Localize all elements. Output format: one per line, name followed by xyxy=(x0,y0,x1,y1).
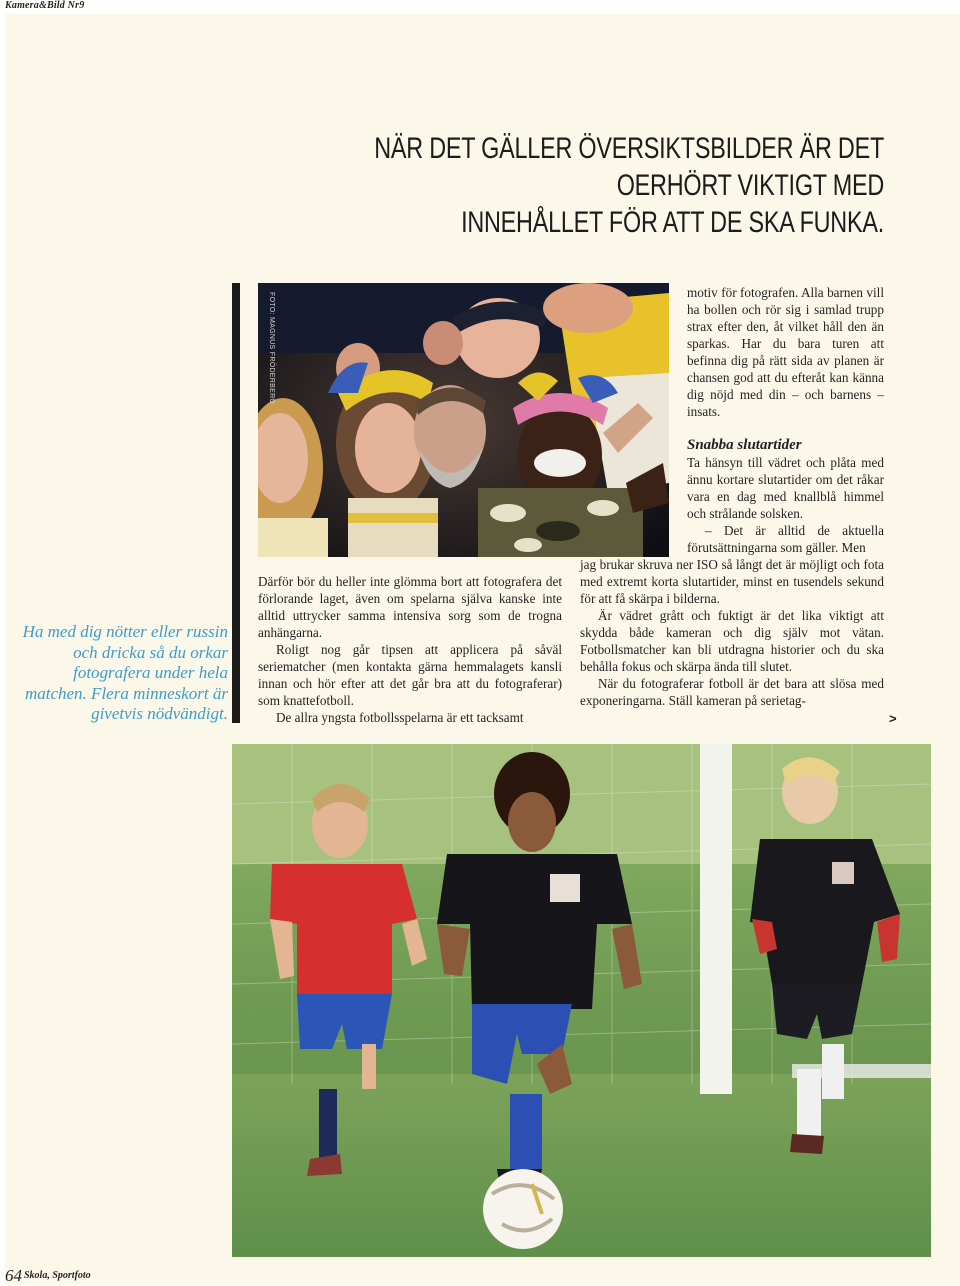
article-column-2-wide xyxy=(580,556,884,709)
subheading: Snabba slutartider xyxy=(687,437,802,453)
caption-divider-bar xyxy=(232,283,240,723)
photo-credit: FOTO: MAGNUS FRÖDERBERG xyxy=(268,292,275,405)
article-column-2-top xyxy=(687,284,884,420)
article-column-1 xyxy=(258,573,562,726)
paragraph: Roligt nog går tipsen att applicera på såväl seriematcher (men kontakta gärna hemmalagets kansli innan och hör efter att det går bra att du fotograferar) som knattefotboll. xyxy=(258,642,562,708)
paragraph: Ta hänsyn till vädret och plåta med ännu kortare slutartider om det råkar vara en dag med knallblå himmel och strålande solsken. xyxy=(687,455,884,521)
headline-line-2: INNEHÅLLET FÖR ATT DE SKA FUNKA. xyxy=(461,206,884,239)
youth-football-photo xyxy=(232,744,931,1257)
photo-caption: Ha med dig nötter eller russin och dricka så du orkar fotografera under hela matchen. Flera minneskort är givetvis nödvändigt. xyxy=(22,622,228,723)
paragraph: Är vädret grått och fuktigt är det lika viktigt att skydda både kameran och dig själv mot vätan. Fotbollsmatcher kan bli utdragna historier och du ska behålla fokus och skärpa ända till slutet. xyxy=(580,608,884,674)
section-label: Skola, Sportfoto xyxy=(24,1270,91,1281)
paragraph: motiv för fotografen. Alla barnen vill ha bollen och rör sig i samlad trupp strax efter den, åt vilket håll den än sparkas. Har du bara turen att befinna dig på rätt sida av planen är chansen god att du efteråt kan känna dig nöjd med din – och barnens – insats. xyxy=(687,285,884,419)
article-column-2-narrow xyxy=(687,454,884,556)
paragraph: De allra yngsta fotbollsspelarna är ett tacksamt xyxy=(276,710,524,725)
paragraph: När du fotograferar fotboll är det bara att slösa med exponeringarna. Ställ kameran på serietag- xyxy=(580,676,884,708)
page-number: 64 xyxy=(5,1266,22,1285)
paragraph: Därför bör du heller inte glömma bort att fotografera det förlorande laget, även om spelarna själva kanske inte alltid uttrycker samma intensiva sorg som de trogna anhängarna. xyxy=(258,574,562,640)
headline xyxy=(260,130,884,241)
magazine-name: Kamera&Bild Nr9 xyxy=(5,0,85,11)
headline-line-1: NÄR DET GÄLLER ÖVERSIKTSBILDER ÄR DET OERHÖRT VIKTIGT MED xyxy=(374,132,884,202)
paragraph: – Det är alltid de aktuella förutsättningarna som gäller. Men xyxy=(687,523,884,555)
fans-photo xyxy=(258,283,669,557)
continue-arrow: > xyxy=(889,711,897,726)
paragraph: jag brukar skruva ner ISO så långt det är möjligt och fota med extremt korta slutartider, minst en tusendels sekund för att få skärpa i bilderna. xyxy=(580,557,884,606)
